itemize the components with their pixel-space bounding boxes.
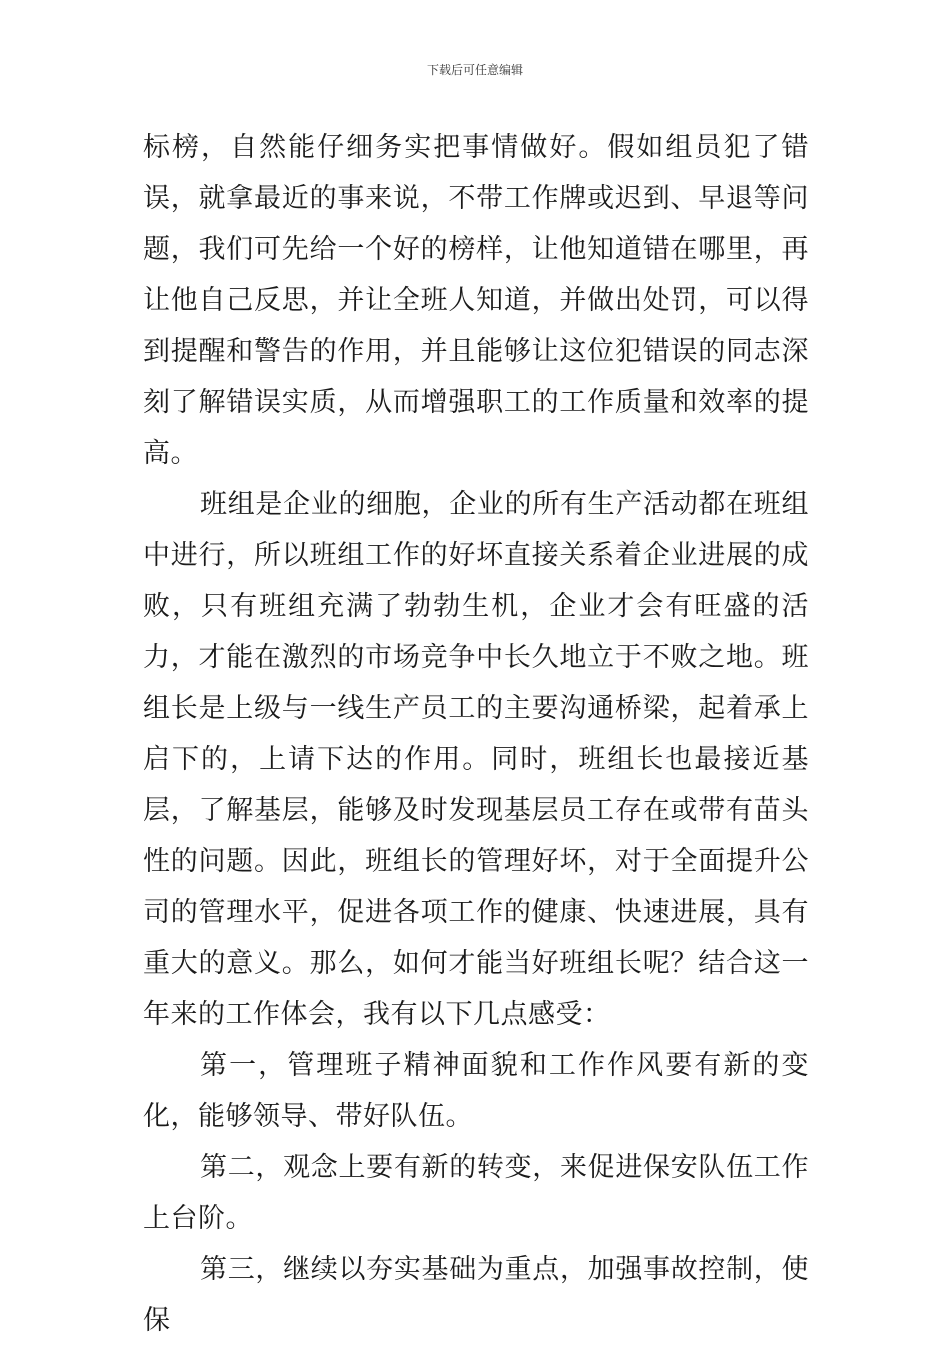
- paragraph-point-three: 第三，继续以夯实基础为重点，加强事故控制，使保: [143, 1254, 809, 1336]
- paragraph-point-two: 第二，观念上要有新的转变，来促进保安队伍工作上台阶。: [143, 1152, 809, 1234]
- paragraph-point-one: 第一，管理班子精神面貌和工作作风要有新的变化，能够领导、带好队伍。: [143, 1050, 809, 1132]
- document-body: [143, 122, 809, 1346]
- paragraph-continuation: 标榜，自然能仔细务实把事情做好。假如组员犯了错误，就拿最近的事来说，不带工作牌或迟到、早退等问题，我们可先给一个好的榜样，让他知道错在哪里，再让他自己反思，并让全班人知道，并做出处罚，可以得到提醒和警告的作用，并且能够让这位犯错误的同志深刻了解错误实质，从而增强职工的工作质量和效率的提高。: [143, 132, 809, 469]
- paragraph-team-importance: 班组是企业的细胞，企业的所有生产活动都在班组中进行，所以班组工作的好坏直接关系着企业进展的成败，只有班组充满了勃勃生机，企业才会有旺盛的活力，才能在激烈的市场竞争中长久地立于不败之地。班组长是上级与一线生产员工的主要沟通桥梁，起着承上启下的，上请下达的作用。同时，班组长也最接近基层，了解基层，能够及时发现基层员工存在或带有苗头性的问题。因此，班组长的管理好坏，对于全面提升公司的管理水平，促进各项工作的健康、快速进展，具有重大的意义。那么，如何才能当好班组长呢？结合这一年来的工作体会，我有以下几点感受：: [143, 489, 809, 1030]
- page-header: 下载后可任意编辑: [426, 63, 523, 77]
